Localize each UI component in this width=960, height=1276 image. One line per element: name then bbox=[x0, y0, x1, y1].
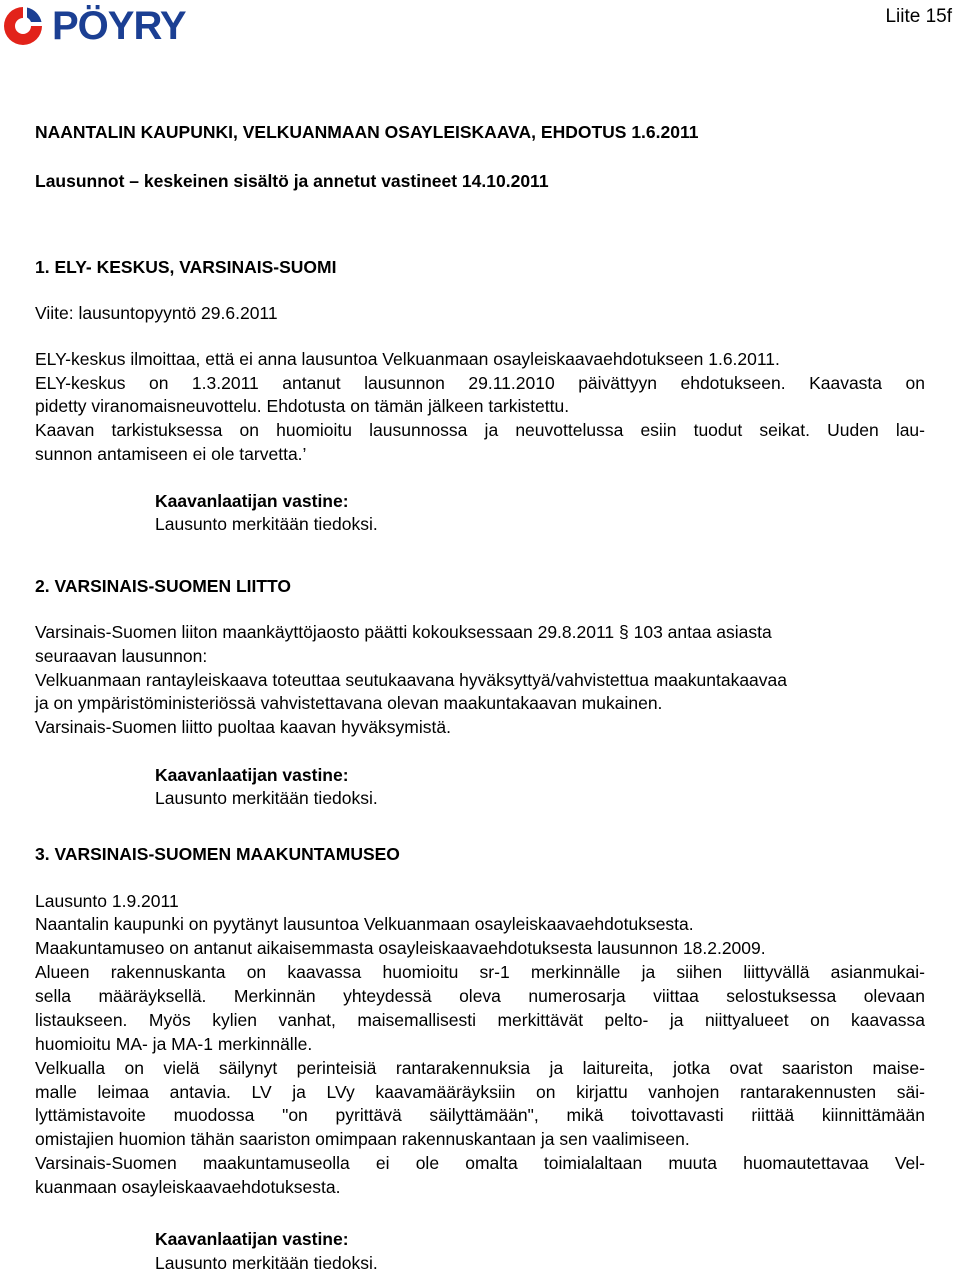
section-3-line: Lausunto 1.9.2011 bbox=[35, 891, 179, 911]
section-2-line: Velkuanmaan rantayleiskaava toteuttaa seutukaavana hyväksyttyä/vahvistettua maakuntakaavaa bbox=[35, 670, 787, 690]
section-2-line: Varsinais-Suomen liiton maankäyttöjaosto päätti kokouksessaan 29.8.2011 § 103 antaa asiasta bbox=[35, 622, 772, 642]
section-2-reply-text: Lausunto merkitään tiedoksi. bbox=[155, 788, 378, 808]
document-subtitle: Lausunnot – keskeinen sisältö ja annetut vastineet 14.10.2011 bbox=[35, 171, 549, 191]
document-title: NAANTALIN KAUPUNKI, VELKUANMAAN OSAYLEISKAAVA, EHDOTUS 1.6.2011 bbox=[35, 122, 699, 142]
section-1-reply-label: Kaavanlaatijan vastine: bbox=[155, 491, 349, 511]
section-2-heading: 2. VARSINAIS-SUOMEN LIITTO bbox=[35, 576, 292, 596]
logo-wordmark: PÖYRY bbox=[52, 4, 186, 48]
section-2-line: seuraavan lausunnon: bbox=[35, 646, 208, 666]
section-3-line: omistajien huomion tähän saariston omimpaan rakennuskantaan ja sen vaalimiseen. bbox=[35, 1129, 690, 1149]
section-3-line: Naantalin kaupunki on pyytänyt lausuntoa Velkuanmaan osayleiskaavaehdotuksesta. bbox=[35, 914, 694, 934]
poyry-logo bbox=[0, 4, 186, 48]
appendix-label: Liite 15f bbox=[885, 6, 952, 27]
section-1-reply-text: Lausunto merkitään tiedoksi. bbox=[155, 514, 378, 534]
section-3-line: malle leimaa antavia. LV ja LVy kaavamääräyksiin on kirjattu vanhojen rantarakennusten säi- bbox=[35, 1082, 925, 1102]
section-3-line: huomioitu MA- ja MA-1 merkinnälle. bbox=[35, 1034, 313, 1054]
section-1-line: Kaavan tarkistuksessa on huomioitu lausunnossa ja neuvottelussa esiin tuodut seikat. Uuden lau- bbox=[35, 420, 925, 440]
section-1-line: pidetty viranomaisneuvottelu. Ehdotusta on tämän jälkeen tarkistettu. bbox=[35, 396, 570, 416]
section-3-reply-label: Kaavanlaatijan vastine: bbox=[155, 1229, 349, 1249]
section-3-line: Velkualla on vielä säilynyt perinteisiä rantarakennuksia ja laitureita, jotka ovat saariston maise- bbox=[35, 1058, 925, 1078]
section-1-reference: Viite: lausuntopyyntö 29.6.2011 bbox=[35, 303, 278, 323]
section-2-line: Varsinais-Suomen liitto puoltaa kaavan hyväksymistä. bbox=[35, 717, 451, 737]
section-1-line: sunnon antamiseen ei ole tarvetta.’ bbox=[35, 444, 307, 464]
section-2-line: ja on ympäristöministeriössä vahvistettavana olevan maakuntakaavan mukainen. bbox=[35, 693, 663, 713]
section-3-line: Alueen rakennuskanta on kaavassa huomioitu sr-1 merkinnälle ja siihen liittyvällä asianmukai- bbox=[35, 962, 925, 982]
section-1-line: ELY-keskus ilmoittaa, että ei anna lausuntoa Velkuanmaan osayleiskaavaehdotukseen 1.6.2011. bbox=[35, 349, 780, 369]
section-3-line: sella määräyksellä. Merkinnän yhteydessä oleva numerosarja viittaa selostuksessa olevaan bbox=[35, 986, 925, 1006]
section-3-line: lyttämistavoite muodossa "on pyrittävä säilyttämään", mikä toivottavasti riittää kiinnittämään bbox=[35, 1105, 925, 1125]
section-3-line: kuanmaan osayleiskaavaehdotuksesta. bbox=[35, 1177, 341, 1197]
section-1-heading: 1. ELY- KESKUS, VARSINAIS-SUOMI bbox=[35, 257, 337, 277]
section-2-reply-label: Kaavanlaatijan vastine: bbox=[155, 765, 349, 785]
section-3-line: Varsinais-Suomen maakuntamuseolla ei ole omalta toimialaltaan muuta huomautettavaa Vel- bbox=[35, 1153, 925, 1173]
section-3-reply-text: Lausunto merkitään tiedoksi. bbox=[155, 1253, 378, 1273]
section-3-line: Maakuntamuseo on antanut aikaisemmasta osayleiskaavaehdotuksesta lausunnon 18.2.2009. bbox=[35, 938, 766, 958]
section-3-heading: 3. VARSINAIS-SUOMEN MAAKUNTAMUSEO bbox=[35, 844, 400, 864]
poyry-logo-icon bbox=[0, 4, 46, 48]
section-3-line: listaukseen. Myös kylien vanhat, maisemallisesti merkittävät pelto- ja niittyalueet on kaavassa bbox=[35, 1010, 925, 1030]
section-1-line: ELY-keskus on 1.3.2011 antanut lausunnon 29.11.2010 päivättyyn ehdotukseen. Kaavasta on bbox=[35, 373, 925, 393]
